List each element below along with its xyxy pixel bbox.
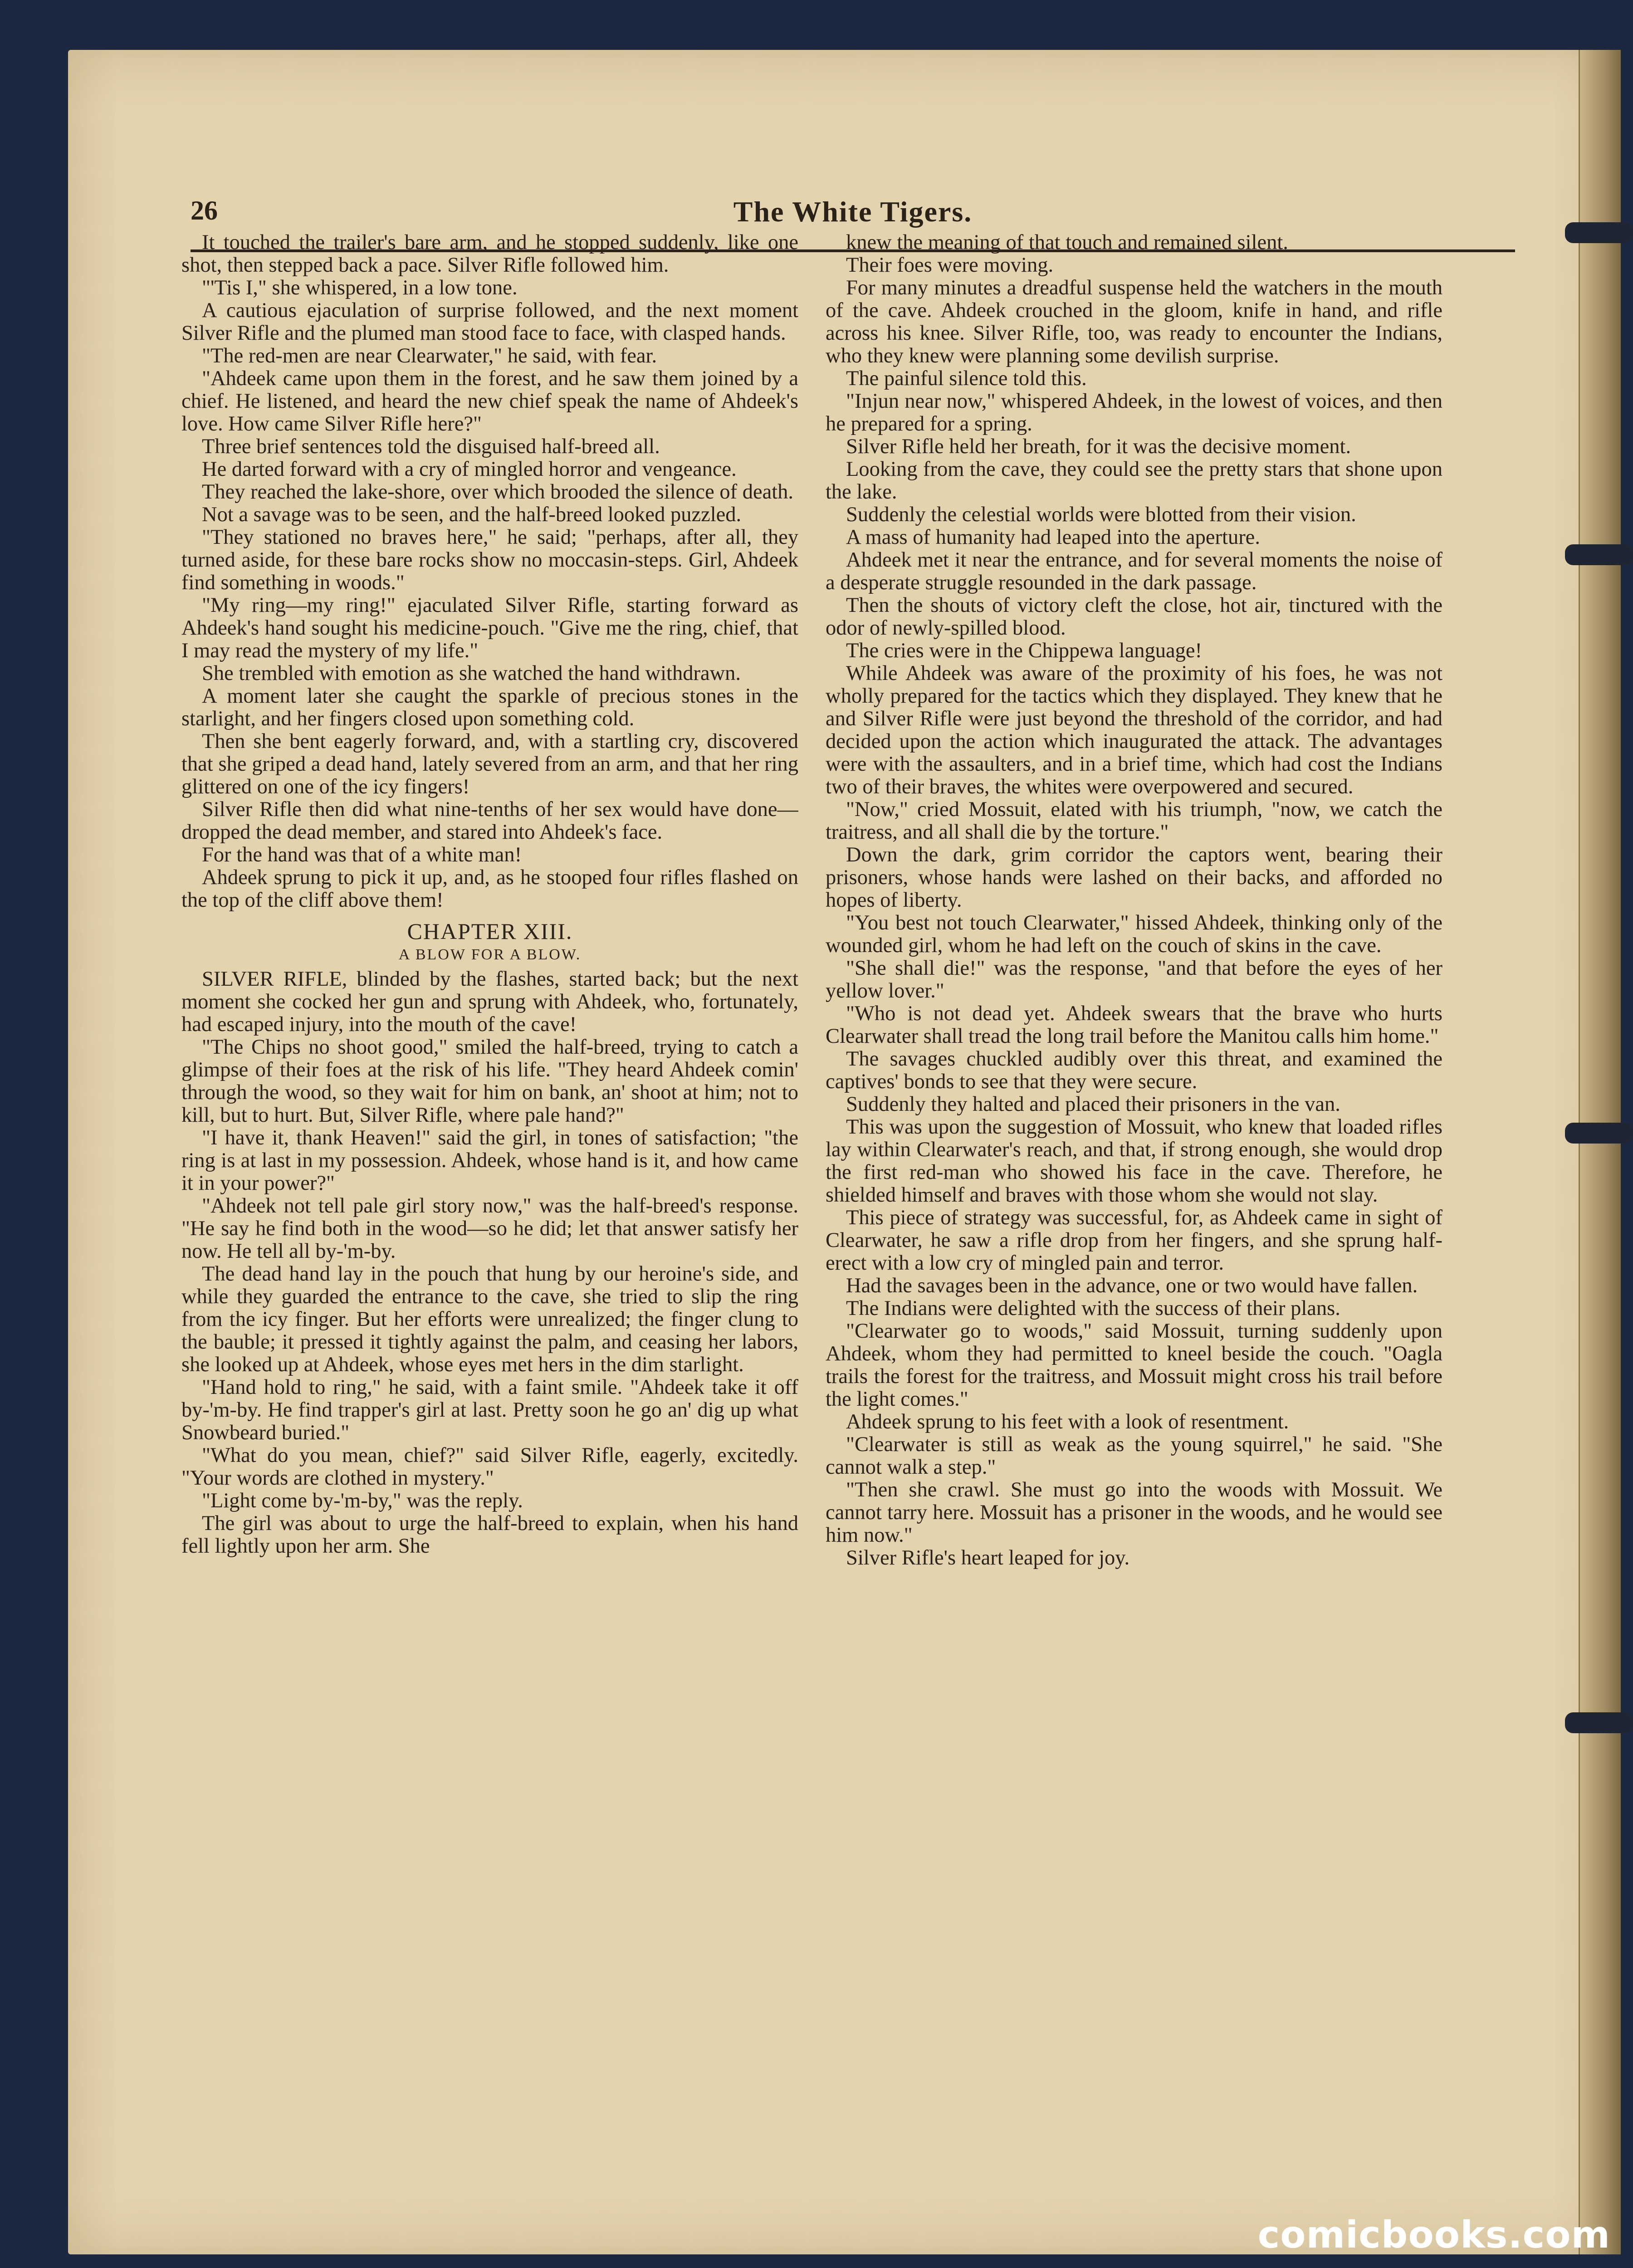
staple — [1565, 1123, 1633, 1144]
paragraph: "Ahdeek not tell pale girl story now," was the half-breed's response. "He say he find both in the wood—so he did; let that answer satisfy her now. He tell all by-'m-by. — [181, 1194, 798, 1263]
paragraph: For the hand was that of a white man! — [202, 843, 522, 866]
watermark: comicbooks.com — [1257, 2214, 1610, 2257]
paragraph: "Clearwater go to woods," said Mossuit, turning suddenly upon Ahdeek, whom they had permitted to kneel beside the couch. "Oagla trails the forest for the traitress, and Mossuit might cross his trail before the light comes." — [826, 1320, 1442, 1411]
paragraph: Suddenly they halted and placed their prisoners in the van. — [846, 1093, 1340, 1116]
paragraph: Their foes were moving. — [846, 254, 1054, 277]
left-column-chapter-paragraphs — [181, 968, 798, 1558]
paragraph: They reached the lake-shore, over which brooded the silence of death. — [202, 480, 794, 503]
paragraph: "The red-men are near Clearwater," he said, with fear. — [202, 344, 657, 367]
paragraph: "Injun near now," whispered Ahdeek, in the lowest of voices, and then he prepared for a spring. — [826, 390, 1442, 435]
paragraph: Silver Rifle then did what nine-tenths of her sex would have done—dropped the dead member, and stared into Ahdeek's face. — [181, 798, 798, 844]
paragraph: The savages chuckled audibly over this threat, and examined the captives' bonds to see that they were secure. — [826, 1047, 1442, 1093]
paragraph: A mass of humanity had leaped into the aperture. — [846, 526, 1260, 549]
paragraph: "Then she crawl. She must go into the woods with Mossuit. We cannot tarry here. Mossuit has a prisoner in the woods, and he would see him now." — [826, 1478, 1442, 1547]
staple — [1565, 222, 1633, 243]
paragraph: Not a savage was to be seen, and the half-breed looked puzzled. — [202, 503, 742, 526]
paragraph: Three brief sentences told the disguised half-breed all. — [202, 435, 660, 458]
paragraph: "Light come by-'m-by," was the reply. — [202, 1489, 523, 1512]
paragraph: A cautious ejaculation of surprise followed, and the next moment Silver Rifle and the plumed man stood face to face, with clasped hands. — [181, 299, 798, 345]
paragraph: "I have it, thank Heaven!" said the girl, in tones of satisfaction; "the ring is at last in my possession. Ahdeek, whose hand is it, and how came it in your power?" — [181, 1126, 798, 1195]
paragraph: The Indians were delighted with the success of their plans. — [846, 1297, 1340, 1320]
paragraph: He darted forward with a cry of mingled horror and vengeance. — [202, 458, 737, 481]
paragraph: For many minutes a dreadful suspense held the watchers in the mouth of the cave. Ahdeek crouched in the gloom, knife in hand, and rifle across his knee. Silver Rifle, too, was ready to encounter the Indians, who they knew were planning some devilish surprise. — [826, 276, 1442, 367]
paragraph: Ahdeek met it near the entrance, and for several moments the noise of a desperate struggle resounded in the dark passage. — [826, 548, 1442, 594]
right-text-column — [826, 231, 1442, 2136]
paragraph: "What do you mean, chief?" said Silver Rifle, eagerly, excitedly. "Your words are clothed in mystery." — [181, 1444, 798, 1490]
paragraph: "Who is not dead yet. Ahdeek swears that the brave who hurts Clearwater shall tread the long trail before the Manitou calls him home." — [826, 1002, 1442, 1048]
running-title: The White Tigers. — [733, 196, 973, 228]
paragraph: SILVER RIFLE, blinded by the flashes, started back; but the next moment she cocked her gun and sprung with Ahdeek, who, fortunately, had escaped injury, into the mouth of the cave! — [181, 968, 798, 1036]
right-column-paragraphs — [826, 231, 1442, 1569]
paragraph: "Now," cried Mossuit, elated with his triumph, "now, we catch the traitress, and all shall die by the torture." — [826, 798, 1442, 844]
paragraph: "Clearwater is still as weak as the young squirrel," he said. "She cannot walk a step." — [826, 1433, 1442, 1479]
binding-spine — [1579, 50, 1621, 2254]
paragraph: Ahdeek sprung to his feet with a look of resentment. — [846, 1410, 1289, 1433]
paragraph: Had the savages been in the advance, one or two would have fallen. — [846, 1274, 1418, 1297]
paragraph: Silver Rifle held her breath, for it was the decisive moment. — [846, 435, 1351, 458]
paragraph: "Hand hold to ring," he said, with a faint smile. "Ahdeek take it off by-'m-by. He find trapper's girl at last. Pretty soon he go an' dig up what Snowbeard buried." — [181, 1376, 798, 1444]
paragraph: The painful silence told this. — [846, 367, 1087, 390]
chapter-heading: CHAPTER XIII. — [407, 919, 573, 944]
paragraph: Silver Rifle's heart leaped for joy. — [846, 1546, 1130, 1569]
paragraph: Then she bent eagerly forward, and, with a startling cry, discovered that she griped a dead hand, lately severed from an arm, and that her ring glittered on one of the icy fingers! — [181, 730, 798, 798]
paragraph: "'Tis I," she whispered, in a low tone. — [202, 276, 518, 299]
paragraph: "Ahdeek came upon them in the forest, and he saw them joined by a chief. He listened, and heard the new chief speak the name of Ahdeek's love. How came Silver Rifle here?" — [181, 367, 798, 435]
paragraph: knew the meaning of that touch and remained silent. — [846, 231, 1288, 254]
page-number: 26 — [191, 196, 218, 225]
paragraph: "They stationed no braves here," he said; "perhaps, after all, they turned aside, for these bare rocks show no moccasin-steps. Girl, Ahdeek find something in woods." — [181, 526, 798, 594]
paragraph: The dead hand lay in the pouch that hung by our heroine's side, and while they guarded the entrance to the cave, she tried to slip the ring from the icy finger. But her efforts were unrealized; the finger clung to the bauble; it pressed it tightly against the palm, and ceasing her labors, she looked up at Ahdeek, whose eyes met hers in the dim starlight. — [181, 1262, 798, 1376]
paragraph: "You best not touch Clearwater," hissed Ahdeek, thinking only of the wounded girl, whom he had left on the couch of skins in the cave. — [826, 911, 1442, 957]
paragraph: Looking from the cave, they could see the pretty stars that shone upon the lake. — [826, 458, 1442, 503]
staple — [1565, 544, 1633, 565]
paragraph: Suddenly the celestial worlds were blotted from their vision. — [846, 503, 1356, 526]
paragraph: "The Chips no shoot good," smiled the half-breed, trying to catch a glimpse of their foes at the risk of his life. "They heard Ahdeek comin' through the wood, so they wait for him on bank, an' shoot at him; not to kill, but to hurt. But, Silver Rifle, where pale hand?" — [181, 1036, 798, 1127]
paragraph: She trembled with emotion as she watched the hand withdrawn. — [202, 662, 741, 685]
paragraph: Ahdeek sprung to pick it up, and, as he stooped four rifles flashed on the top of the cliff above them! — [181, 866, 798, 912]
staple — [1565, 1712, 1633, 1733]
paragraph: "She shall die!" was the response, "and that before the eyes of her yellow lover." — [826, 957, 1442, 1002]
paragraph: This piece of strategy was successful, for, as Ahdeek came in sight of Clearwater, he saw a rifle drop from her fingers, and she sprung half-erect with a low cry of mingled pain and terror. — [826, 1206, 1442, 1275]
paragraph: The girl was about to urge the half-breed to explain, when his hand fell lightly upon her arm. She — [181, 1512, 798, 1558]
chapter-subheading: A BLOW FOR A BLOW. — [398, 946, 582, 963]
paragraph: Down the dark, grim corridor the captors went, bearing their prisoners, whose hands were lashed on their backs, and afforded no hopes of liberty. — [826, 843, 1442, 912]
paragraph: While Ahdeek was aware of the proximity of his foes, he was not wholly prepared for the tactics which they displayed. They knew that he and Silver Rifle were just beyond the threshold of the corridor, and had decided upon the action which inaugurated the attack. The advantages were with the assaulters, and in a brief time, which had cost the Indians two of their braves, the whites were overpowered and secured. — [826, 662, 1442, 798]
paragraph: This was upon the suggestion of Mossuit, who knew that loaded rifles lay within Clearwater's reach, and that, if strong enough, she would drop the first red-man who showed his face in the cave. Therefore, he shielded himself and braves with those whom she would not slay. — [826, 1115, 1442, 1207]
paragraph: It touched the trailer's bare arm, and he stopped suddenly, like one shot, then stepped back a pace. Silver Rifle followed him. — [181, 231, 798, 277]
paragraph: The cries were in the Chippewa language! — [846, 639, 1203, 662]
left-column-paragraphs — [181, 231, 798, 912]
paragraph: Then the shouts of victory cleft the close, hot air, tinctured with the odor of newly-spilled blood. — [826, 594, 1442, 640]
left-text-column — [181, 231, 798, 2136]
paragraph: "My ring—my ring!" ejaculated Silver Rifle, starting forward as Ahdeek's hand sought his medicine-pouch. "Give me the ring, chief, that I may read the mystery of my life." — [181, 594, 798, 662]
paragraph: A moment later she caught the sparkle of precious stones in the starlight, and her fingers closed upon something cold. — [181, 684, 798, 730]
